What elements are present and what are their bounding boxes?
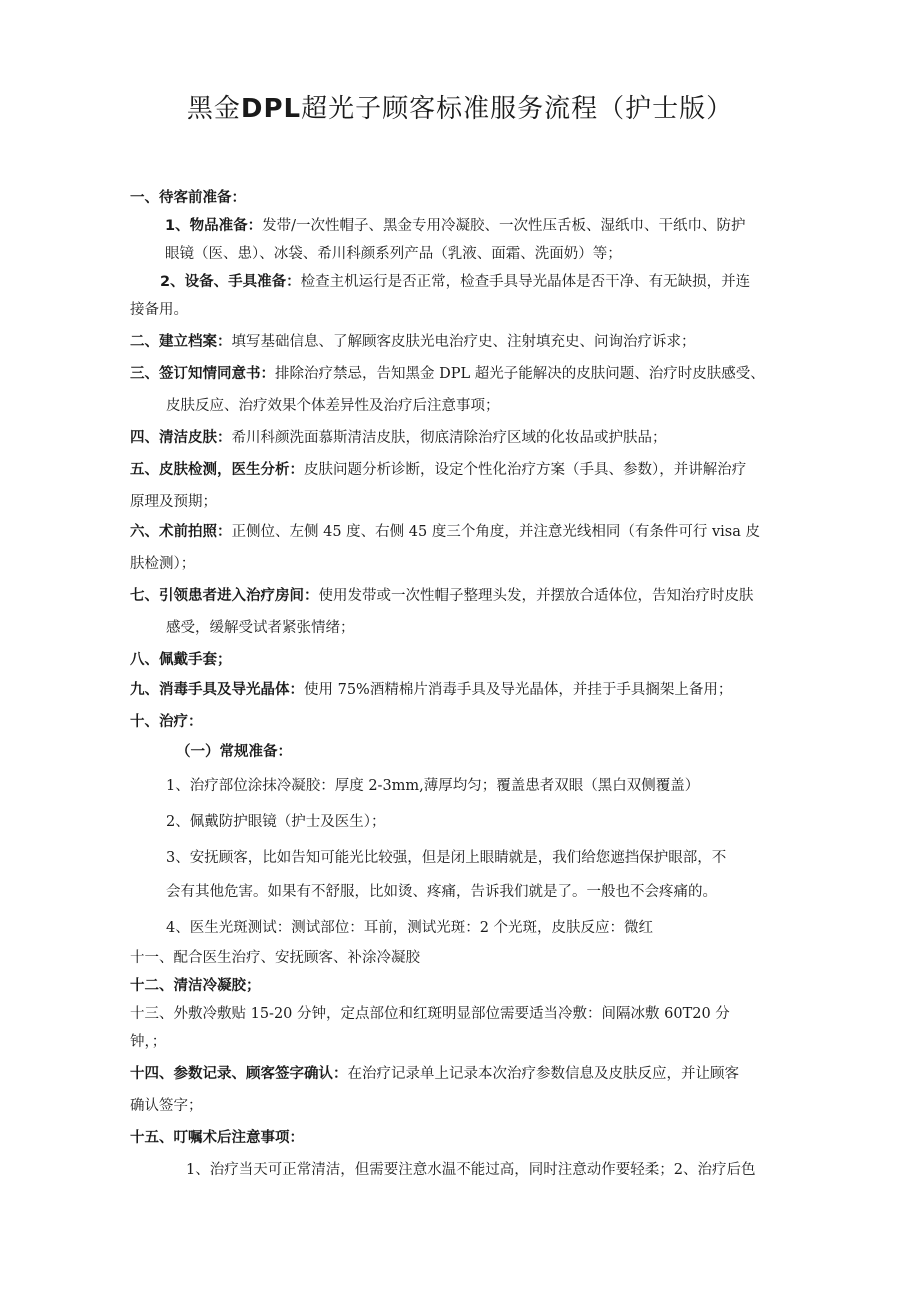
section-3: [130, 364, 765, 384]
section-12-heading: 十二、清洁冷凝胶；: [130, 978, 261, 994]
item-heading: 2、设备、手具准备：: [160, 274, 301, 290]
section-10-heading: 十、治疗：: [130, 714, 203, 730]
section-2: [130, 332, 696, 352]
document-title: [0, 88, 920, 125]
section-7: [130, 586, 754, 606]
section-5: [130, 460, 746, 480]
section-5-heading: 五、皮肤检测，医生分析：: [130, 462, 304, 478]
section-4: [130, 428, 667, 448]
section-3-heading: 三、签订知情同意书：: [130, 366, 275, 382]
item-text: 检查主机运行是否正常，检查手具导光晶体是否干净、有无缺损，并连: [300, 274, 751, 290]
section-10-item-1: 1、治疗部位涂抹冷凝胶：厚度 2-3mm,薄厚均匀；覆盖患者双眼（黑白双侧覆盖）: [166, 778, 700, 794]
section-7-cont: 感受，缓解受试者紧张情绪；: [166, 620, 355, 636]
section-6-heading: 六、术前拍照：: [130, 524, 232, 540]
section-11: 十一、配合医生治疗、安抚顾客、补涂冷凝胶: [130, 950, 420, 966]
section-9: [130, 680, 732, 700]
section-10-item-3-cont: 会有其他危害。如果有不舒服，比如烫、疼痛，告诉我们就是了。一般也不会疼痛的。: [166, 884, 717, 900]
item-text: 发带/一次性帽子、黑金专用冷凝胶、一次性压舌板、湿纸巾、干纸巾、防护: [262, 218, 746, 234]
section-15-item-1: 1、治疗当天可正常清洁，但需要注意水温不能过高，同时注意动作要轻柔；2、治疗后色: [186, 1162, 756, 1178]
section-10-item-2: 2、佩戴防护眼镜（护士及医生）；: [166, 814, 386, 830]
title-suffix: 超光子顾客标准服务流程（护士版）: [301, 94, 734, 124]
section-4-text: 希川科颜洗面慕斯清洁皮肤，彻底清除治疗区域的化妆品或护肤品；: [231, 430, 667, 446]
section-2-text: 填写基础信息、了解顾客皮肤光电治疗史、注射填充史、问询治疗诉求；: [231, 334, 696, 350]
section-7-text: 使用发带或一次性帽子整理头发，并摆放合适体位，告知治疗时皮肤: [318, 588, 754, 604]
section-1-item-1-cont: 眼镜（医、患）、冰袋、希川科颜系列产品（乳液、面霜、洗面奶）等；: [165, 246, 622, 262]
section-13-cont: 钟，；: [130, 1034, 167, 1050]
section-8-heading: 八、佩戴手套；: [130, 652, 232, 668]
section-6-text: 正侧位、左侧 45 度、右侧 45 度三个角度，并注意光线相同（有条件可行 visa 皮: [231, 524, 760, 540]
section-5-text: 皮肤问题分析诊断，设定个性化治疗方案（手具、参数），并讲解治疗: [304, 462, 747, 478]
section-15-heading: 十五、叮嘱术后注意事项：: [130, 1130, 304, 1146]
section-1-item-1: [165, 216, 745, 236]
section-10-item-4: 4、医生光斑测试：测试部位：耳前，测试光斑：2 个光斑，皮肤反应：微红: [166, 920, 654, 936]
section-10-item-3: 3、安抚顾客，比如告知可能光比较强，但是闭上眼睛就是，我们给您遮挡保护眼部，不: [166, 850, 727, 866]
item-heading: 1、物品准备：: [165, 218, 263, 234]
section-14-heading: 十四、参数记录、顾客签字确认：: [130, 1066, 348, 1082]
section-9-heading: 九、消毒手具及导光晶体：: [130, 682, 304, 698]
section-3-text: 排除治疗禁忌，告知黑金 DPL 超光子能解决的皮肤问题、治疗时皮肤感受、: [275, 366, 765, 382]
section-10-subheading: （一）常规准备：: [176, 744, 292, 760]
section-14-text: 在治疗记录单上记录本次治疗参数信息及皮肤反应，并让顾客: [347, 1066, 739, 1082]
title-prefix: 黑金: [186, 94, 241, 124]
section-13: 十三、外敷冷敷贴 15-20 分钟，定点部位和红斑明显部位需要适当冷敷：间隔冰敷 60T20 分: [130, 1006, 730, 1022]
section-6: [130, 522, 760, 542]
section-7-heading: 七、引领患者进入治疗房间：: [130, 588, 319, 604]
section-14: [130, 1064, 739, 1084]
title-brand: DPL: [240, 94, 302, 124]
section-14-cont: 确认签字；: [130, 1098, 203, 1114]
section-6-cont: 肤检测）；: [130, 556, 196, 572]
section-5-cont: 原理及预期；: [130, 494, 217, 510]
section-1-item-2-cont: 接备用。: [130, 302, 188, 318]
section-9-text: 使用 75%酒精棉片消毒手具及导光晶体，并挂于手具搁架上备用；: [304, 682, 733, 698]
section-2-heading: 二、建立档案：: [130, 334, 232, 350]
section-4-heading: 四、清洁皮肤：: [130, 430, 232, 446]
section-1-item-2: [160, 272, 750, 292]
section-3-cont: 皮肤反应、治疗效果个体差异性及治疗后注意事项；: [166, 398, 500, 414]
section-1-heading: 一、待客前准备：: [130, 190, 246, 206]
